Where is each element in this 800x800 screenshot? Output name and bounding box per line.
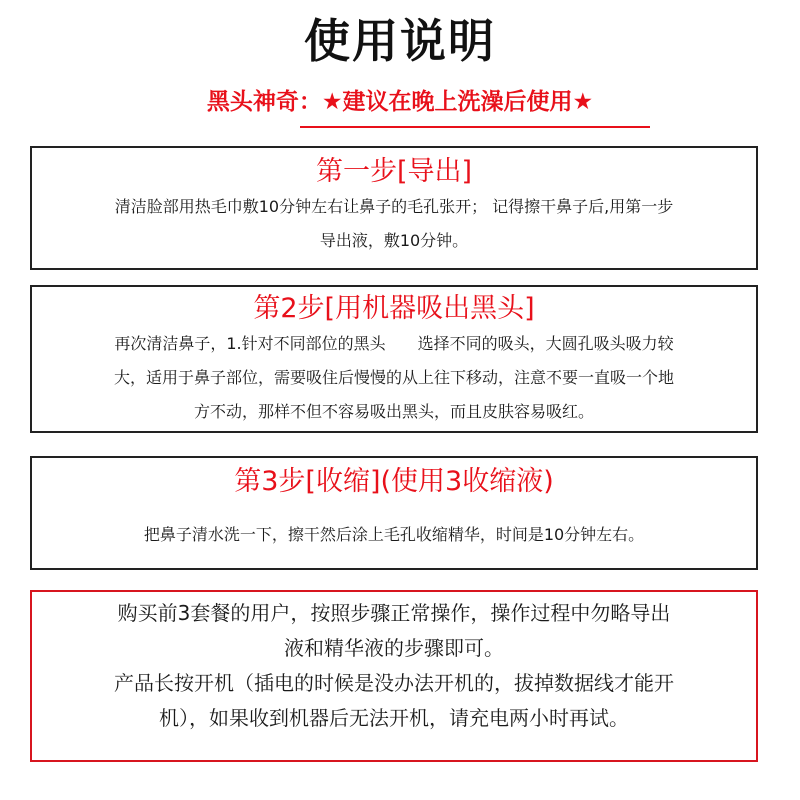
step3-line: 把鼻子清水洗一下，擦干然后涂上毛孔收缩精华，时间是10分钟左右。	[143, 525, 645, 544]
step2-text	[32, 327, 756, 429]
step3-box	[30, 456, 758, 570]
subtitle	[0, 82, 800, 122]
step2-line: 大，适用于鼻子部位，需要吸住后慢慢的从上往下移动，注意不要一直吸一个地	[113, 368, 674, 387]
notice-text	[32, 592, 756, 736]
notice-line: 液和精华液的步骤即可。	[284, 636, 504, 660]
step3-heading: 第3步[收缩](使用3收缩液)	[234, 466, 554, 497]
subtitle-tip: ★建议在晚上洗澡后使用★	[321, 89, 594, 115]
subtitle-label: 黑头神奇：	[206, 89, 322, 115]
notice-line: 购买前3套餐的用户，按照步骤正常操作，操作过程中勿略导出	[117, 601, 671, 625]
notice-line: 产品长按开机（插电的时候是没办法开机的，拔掉数据线才能开	[114, 671, 674, 695]
step2-line: 方不动，那样不但不容易吸出黑头，而且皮肤容易吸红。	[193, 402, 594, 421]
step2-heading: 第2步[用机器吸出黑头]	[253, 293, 535, 324]
step1-box	[30, 146, 758, 270]
notice-line: 机），如果收到机器后无法开机，请充电两小时再试。	[159, 706, 629, 730]
step2-box	[30, 285, 758, 433]
step1-line: 清洁脸部用热毛巾敷10分钟左右让鼻子的毛孔张开； 记得擦干鼻子后,用第一步	[114, 197, 674, 216]
step1-line: 导出液，敷10分钟。	[319, 231, 469, 250]
notice-box	[30, 590, 758, 762]
page-title: 使用说明	[304, 14, 496, 68]
subtitle-underline	[300, 126, 650, 128]
step3-text	[32, 518, 756, 552]
step1-heading: 第一步[导出]	[315, 156, 473, 187]
step1-text	[32, 190, 756, 258]
step2-line: 再次清洁鼻子，1.针对不同部位的黑头 选择不同的吸头，大圆孔吸头吸力较	[114, 334, 674, 353]
